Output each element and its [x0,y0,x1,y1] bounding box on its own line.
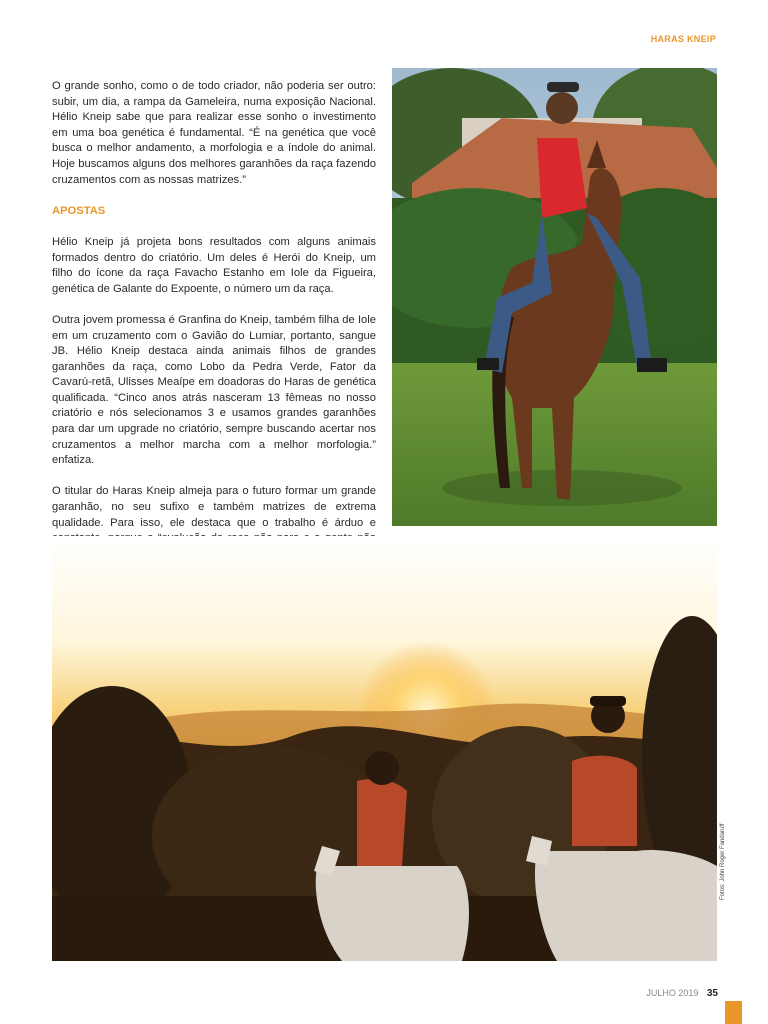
paragraph-1: O grande sonho, como o de todo criador, não poderia ser outro: subir, um dia, a rampa da Gameleira, numa exposição Nacional. Hélio Kneip sabe que para realizar esse sonho o investimento em uma boa genética é fundamental. “É na genética que você busca o melhor andamento, a morfologia e a índole do animal. Hoje buscamos alguns dos melhores garanhões da raça fazendo cruzamentos com as nossas matrizes.” [52,80,376,186]
photo-credit: Fotos: John Roger Fandaruff [720,823,726,900]
issue-date: JULHO 2019 [646,988,699,998]
page-tab-marker [725,1001,742,1024]
sunset-photo-illustration [52,536,717,961]
footer [646,988,718,999]
paragraph-2: Hélio Kneip já projeta bons resultados com alguns animais formados dentro do criatório. Um deles é Herói do Kneip, um filho do ícone da raça Favacho Estanho em Iole da Figueira, genética de Galante do Expoente, o número um da raça. [52,235,376,295]
rider-photo-illustration [392,68,717,526]
photo-rider-on-horse [392,68,717,526]
subheading-apostas: APOSTAS [52,204,106,217]
paragraph-4: O titular do Haras Kneip almeja para o futuro formar um grande garanhão, no seu sufixo e também matrizes de extrema qualidade. Para isso, ele destaca que o trabalho é árduo e [52,485,376,529]
section-header: HARAS KNEIP [650,34,716,44]
photo-riders-sunset [52,536,717,961]
paragraph-3: Outra jovem promessa é Granfina do Kneip, também filha de Iole em um cruzamento com o Gavião do Lumiar, portanto, sangue JB. Hélio Kneip destaca ainda animais filhos de grandes garanhões da raça, como Lobo da Pedra Verde, Fator da Cavarú-retã, Ulisses Meaípe em doadoras do Haras de genética qualificada. “Cinco anos atrás nasceram 13 fêmeas no nosso criatório e nós selecionamos 3 e usamos grandes garanhões para dar um upgrade no criatório, sempre buscando acertar nos cruzamentos a melhor marcha com a melhor morfologia.” enfatiza. [52,313,376,467]
article-column [52,79,376,578]
page-number: 35 [706,988,718,999]
